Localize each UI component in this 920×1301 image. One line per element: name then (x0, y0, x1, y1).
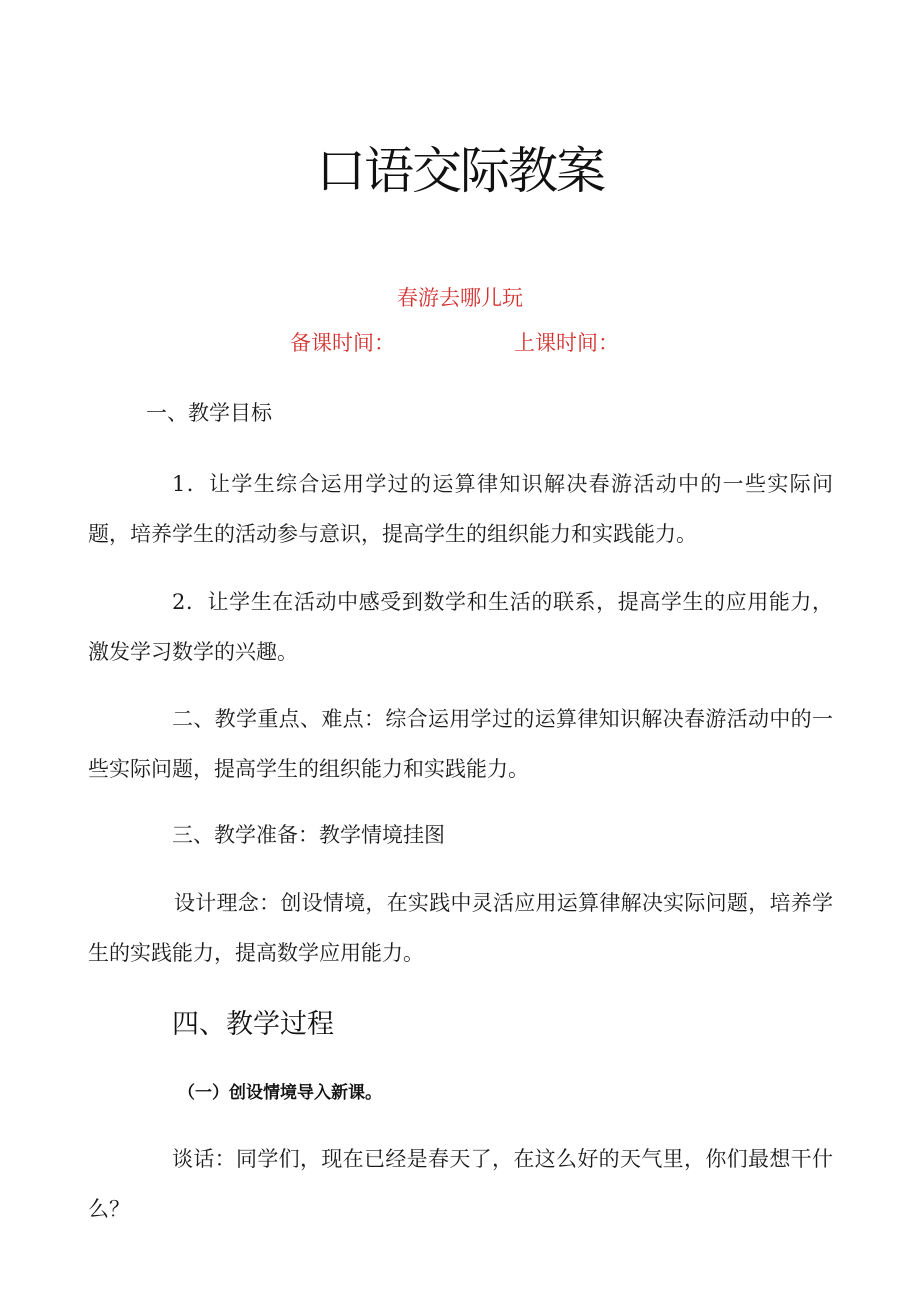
document-title: 口语交际教案 (316, 142, 604, 200)
lesson-subtitle: 春游去哪儿玩 (397, 286, 523, 310)
talk-paragraph: 谈话：同学们，现在已经是春天了，在这么好的天气里，你们最想干什么？ (88, 1147, 833, 1221)
subsection-heading-intro: （一）创设情境导入新课。 (178, 1083, 382, 1103)
section-heading-process: 四、教学过程 (172, 1009, 334, 1040)
preparation-paragraph: 三、教学准备：教学情境挂图 (172, 823, 445, 847)
class-time-label: 上课时间： (514, 331, 619, 355)
prep-time-label: 备课时间： (290, 331, 395, 355)
objective-item-1: 1．让学生综合运用学过的运算律知识解决春游活动中的一些实际问题，培养学生的活动参与意识，提高学生的组织能力和实践能力。 (88, 472, 833, 546)
objective-item-2: 2．让学生在活动中感受到数学和生活的联系，提高学生的应用能力，激发学习数学的兴趣。 (88, 590, 833, 664)
design-concept-paragraph: 设计理念：创设情境，在实践中灵活应用运算律解决实际问题，培养学生的实践能力，提高数学应用能力。 (88, 891, 833, 965)
section-heading-objectives: 一、教学目标 (146, 401, 272, 425)
key-points-paragraph: 二、教学重点、难点：综合运用学过的运算律知识解决春游活动中的一些实际问题，提高学生的组织能力和实践能力。 (88, 707, 833, 781)
